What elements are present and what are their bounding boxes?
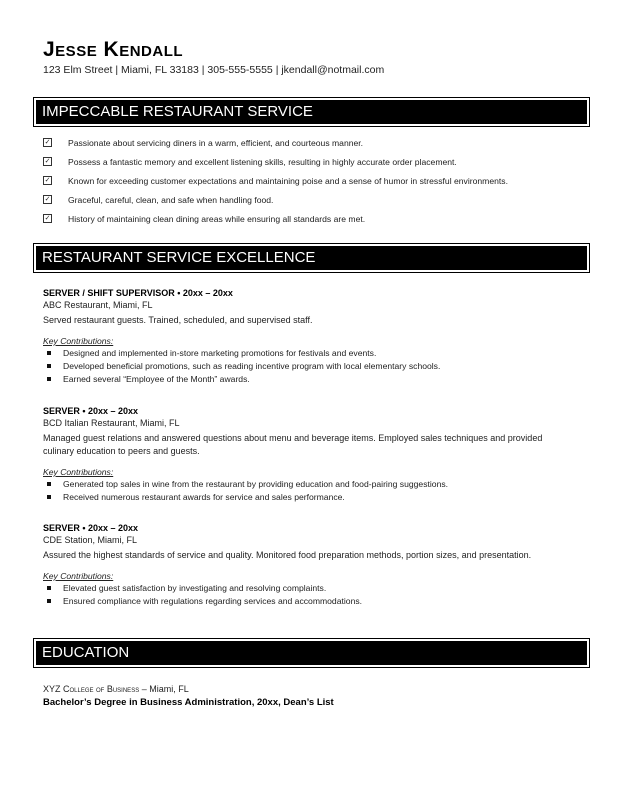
bullet-icon <box>47 495 51 499</box>
school-location: – Miami, FL <box>139 684 189 694</box>
contribution-text: Elevated guest satisfaction by investigating and resolving complaints. <box>63 583 327 593</box>
job-entry <box>43 288 573 386</box>
job-description: Managed guest relations and answered questions about menu and beverage items. Employed sales techniques and provided culinary education to peers and guests. <box>43 433 543 456</box>
checkbox-icon: ✓ <box>44 139 51 146</box>
bullet-icon <box>47 482 51 486</box>
section-title-experience: RESTAURANT SERVICE EXCELLENCE <box>36 246 587 270</box>
section-title-education: EDUCATION <box>36 641 587 665</box>
job-company: ABC Restaurant, Miami, FL <box>43 300 153 310</box>
bullet-icon <box>47 377 51 381</box>
bullet-icon <box>47 351 51 355</box>
checklist-item-text: History of maintaining clean dining areas while ensuring all standards are met. <box>68 214 366 224</box>
contribution-text: Designed and implemented in-store marketing promotions for festivals and events. <box>63 348 377 358</box>
contribution-list <box>43 347 573 386</box>
contribution-item <box>43 491 573 504</box>
checklist-item <box>43 175 573 194</box>
job-description: Assured the highest standards of service and quality. Monitored food preparation methods, portion sizes, and presentation. <box>43 550 532 560</box>
job-company: CDE Station, Miami, FL <box>43 535 138 545</box>
contribution-text: Ensured compliance with regulations regarding services and accommodations. <box>63 596 363 606</box>
job-title: SERVER • 20xx – 20xx <box>43 406 139 416</box>
contribution-item <box>43 478 573 491</box>
checklist-item <box>43 194 573 213</box>
checklist-item <box>43 213 573 232</box>
section-header-summary <box>33 97 590 127</box>
job-description: Served restaurant guests. Trained, scheduled, and supervised staff. <box>43 315 313 325</box>
bullet-icon <box>47 586 51 590</box>
contribution-list <box>43 582 573 608</box>
contribution-text: Earned several “Employee of the Month” awards. <box>63 374 250 384</box>
contact-line: 123 Elm Street | Miami, FL 33183 | 305-555-5555 | jkendall@notmail.com <box>43 64 385 76</box>
section-header-education <box>33 638 590 668</box>
school-name: XYZ College of Business <box>43 684 140 694</box>
summary-checklist <box>43 137 573 232</box>
contribution-item <box>43 373 573 386</box>
checkbox-icon: ✓ <box>44 196 51 203</box>
contribution-item <box>43 582 573 595</box>
checklist-item-text: Known for exceeding customer expectations and maintaining poise and a sense of humor in stressful environments. <box>68 176 508 186</box>
contribution-text: Developed beneficial promotions, such as reading incentive program with local elementary schools. <box>63 361 441 371</box>
checkbox-icon: ✓ <box>44 215 51 222</box>
key-contributions-label: Key Contributions: <box>43 336 114 346</box>
bullet-icon <box>47 599 51 603</box>
checklist-item <box>43 156 573 175</box>
contribution-text: Received numerous restaurant awards for service and sales performance. <box>63 492 345 502</box>
job-entry <box>43 523 573 608</box>
job-entry <box>43 406 573 504</box>
education-school-line <box>43 683 573 696</box>
key-contributions-label: Key Contributions: <box>43 571 114 581</box>
contribution-item <box>43 595 573 608</box>
section-title-summary: IMPECCABLE RESTAURANT SERVICE <box>36 100 587 124</box>
checklist-item <box>43 137 573 156</box>
section-header-experience <box>33 243 590 273</box>
bullet-icon <box>47 364 51 368</box>
contribution-text: Generated top sales in wine from the restaurant by providing education and food-pairing suggestions. <box>63 479 449 489</box>
candidate-name: Jesse Kendall <box>43 38 184 61</box>
job-title: SERVER / SHIFT SUPERVISOR • 20xx – 20xx <box>43 288 233 298</box>
checklist-item-text: Possess a fantastic memory and excellent listening skills, resulting in highly accurate order placement. <box>68 157 457 167</box>
checklist-item-text: Passionate about servicing diners in a warm, efficient, and courteous manner. <box>68 138 364 148</box>
checklist-item-text: Graceful, careful, clean, and safe when handling food. <box>68 195 274 205</box>
contribution-item <box>43 360 573 373</box>
checkbox-icon: ✓ <box>44 158 51 165</box>
contribution-list <box>43 478 573 504</box>
job-company: BCD Italian Restaurant, Miami, FL <box>43 418 180 428</box>
key-contributions-label: Key Contributions: <box>43 467 114 477</box>
degree: Bachelor’s Degree in Business Administration, 20xx, Dean’s List <box>43 697 334 708</box>
checkbox-icon: ✓ <box>44 177 51 184</box>
education-entry <box>43 683 573 709</box>
job-title: SERVER • 20xx – 20xx <box>43 523 139 533</box>
contribution-item <box>43 347 573 360</box>
